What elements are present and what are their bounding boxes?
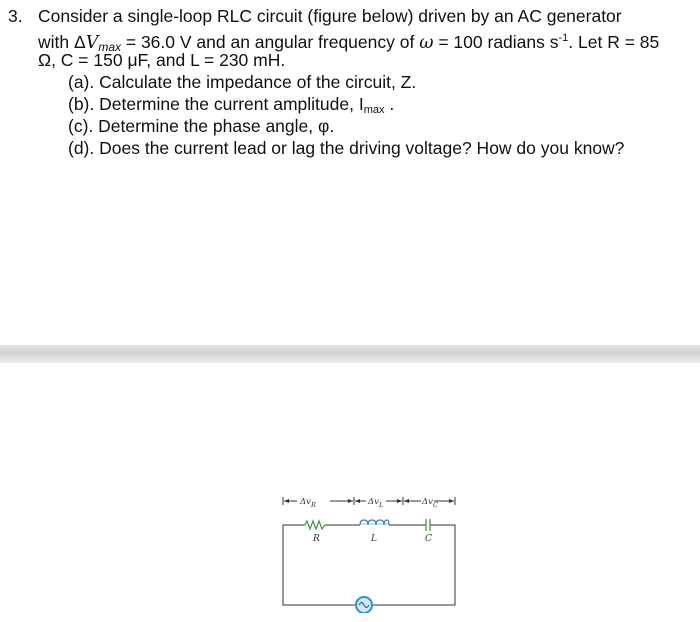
- arrowhead: [348, 499, 353, 503]
- problem-number: 3.: [8, 6, 23, 26]
- part-a: (a). Calculate the impedance of the circuit, Z.: [68, 72, 417, 92]
- ac-source-icon: [356, 597, 372, 613]
- resistor-icon: [305, 521, 325, 529]
- wire-right: [371, 525, 455, 605]
- part-b-end: .: [384, 94, 395, 114]
- voltage-label-c: $\Delta v_C$: [422, 497, 438, 509]
- arrowhead: [284, 499, 289, 503]
- component-label-l: L: [371, 534, 377, 544]
- rlc-circuit-figure: [270, 488, 470, 613]
- circuit-diagram: [270, 488, 470, 613]
- current-subscript: max: [363, 104, 385, 116]
- page-divider: [0, 345, 700, 363]
- voltage-subscript: max: [98, 40, 121, 54]
- voltage-symbol: V: [85, 33, 99, 53]
- omega-symbol: ω: [419, 33, 434, 53]
- wire-left: [283, 525, 357, 605]
- arrowhead: [449, 499, 454, 503]
- voltage-label-l: $\Delta v_L$: [368, 497, 384, 509]
- inductor-icon: [360, 520, 389, 525]
- problem-line-1: Consider a single-loop RLC circuit (figure below) driven by an AC generator: [38, 6, 622, 26]
- problem-line-3: Ω, C = 150 μF, and L = 230 mH.: [38, 50, 286, 70]
- part-b-text: (b). Determine the current amplitude, I: [68, 94, 364, 114]
- capacitor-icon: [426, 519, 434, 531]
- frequency-exponent: -1: [558, 32, 569, 44]
- delta-prefix: with Δ: [38, 32, 86, 52]
- resistance-text: . Let R = 85: [568, 32, 660, 52]
- voltage-value-text: = 36.0 V and an angular frequency of: [121, 32, 420, 52]
- voltage-label-r: $\Delta v_R$: [300, 497, 316, 509]
- arrowhead: [355, 499, 360, 503]
- arrowhead: [404, 499, 409, 503]
- arrowhead: [397, 499, 402, 503]
- part-d: (d). Does the current lead or lag the driving voltage? How do you know?: [68, 138, 625, 158]
- component-label-r: R: [313, 534, 320, 544]
- part-c: (c). Determine the phase angle, φ.: [68, 116, 335, 136]
- component-label-c: C: [425, 534, 432, 544]
- frequency-text: = 100 radians s: [433, 32, 559, 52]
